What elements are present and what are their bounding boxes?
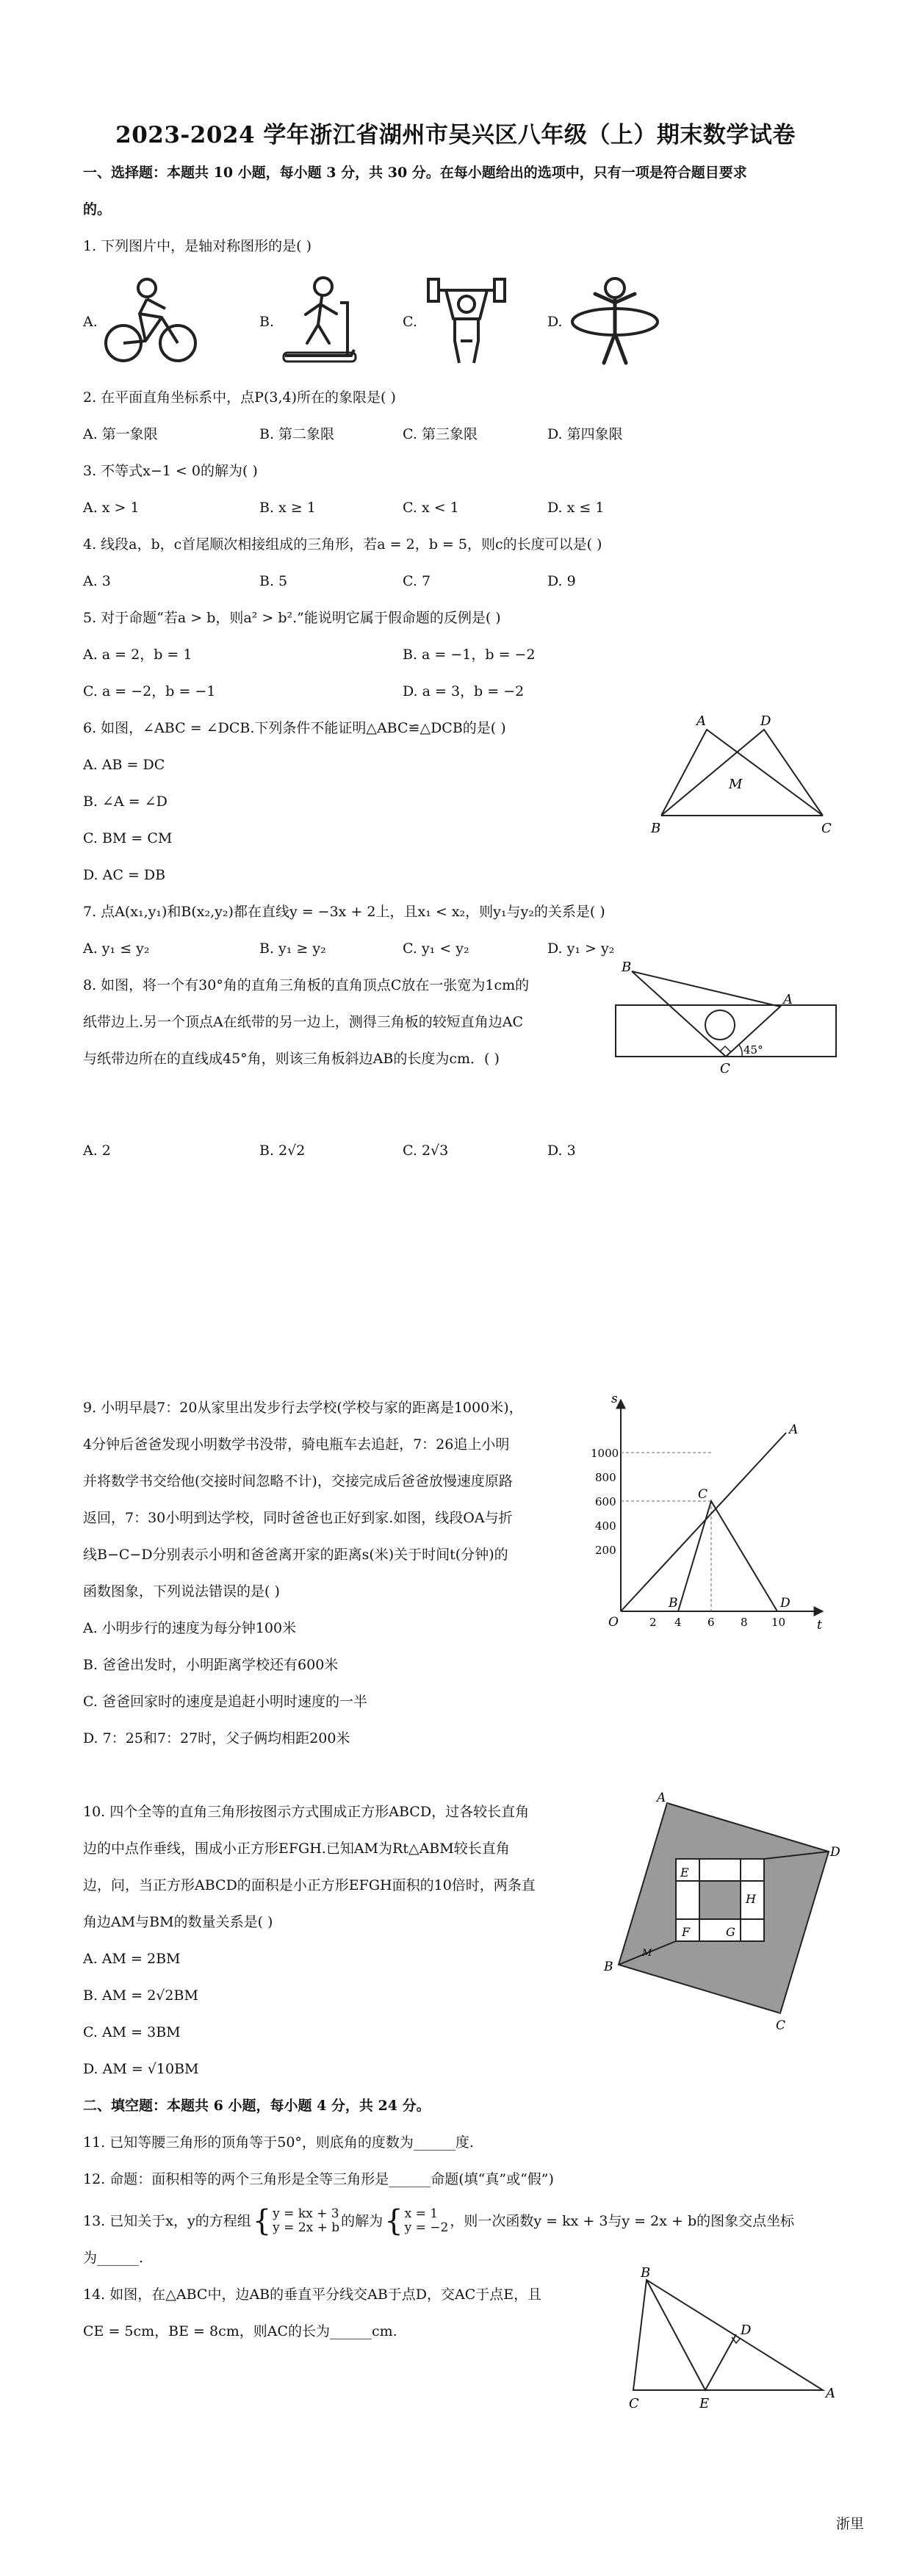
q6-option-c: C. BM = CM	[83, 830, 173, 846]
cyclist-icon	[103, 273, 198, 369]
page-footer: 浙里	[835, 2516, 864, 2532]
label-a: A	[657, 1791, 666, 1805]
label-m: M	[642, 1948, 652, 1959]
q9-line-4: 返回，7：30小明到达学校，同时爸爸也正好到家.如图，线段OA与折	[83, 1510, 513, 1526]
x-tick-4: 4	[674, 1616, 682, 1629]
q9-distance-time-graph	[588, 1392, 830, 1635]
q1-option-d: D.	[547, 314, 563, 330]
q13-system1-row2: y = 2x + b	[273, 2220, 340, 2235]
q9-option-c: C. 爸爸回家时的速度是追赶小明时速度的一半	[83, 1694, 367, 1710]
q10-line-4: 角边AM与BM的数量关系是( )	[83, 1914, 273, 1930]
q6-option-d: D. AC = DB	[83, 867, 166, 883]
q9-line-5: 线B−C−D分别表示小明和爸爸离开家的距离s(米)关于时间t(分钟)的	[83, 1547, 508, 1563]
q7-option-c: C. y₁ < y₂	[403, 940, 469, 957]
q8-option-a: A. 2	[83, 1143, 111, 1159]
q13-system1-row1: y = kx + 3	[273, 2206, 339, 2221]
q11-text: 11. 已知等腰三角形的顶角等于50°，则底角的度数为______度.	[83, 2134, 474, 2151]
label-h: H	[746, 1892, 756, 1906]
q1-stem: 1. 下列图片中，是轴对称图形的是( )	[83, 238, 312, 254]
y-axis-label: s	[611, 1392, 618, 1406]
label-a: A	[783, 992, 793, 1007]
label-b: B	[651, 821, 661, 836]
label-e: E	[680, 1866, 689, 1879]
point-b-label: B	[669, 1596, 678, 1611]
y-tick-600: 600	[595, 1495, 616, 1508]
exam-title: 2023-2024 学年浙江省湖州市吴兴区八年级（上）期末数学试卷	[115, 122, 796, 148]
label-c: C	[629, 2396, 639, 2411]
q13-line-2: 为______.	[83, 2250, 144, 2266]
q3-option-d: D. x ≤ 1	[547, 500, 605, 516]
q10-square-figure	[595, 1793, 838, 2035]
label-f: F	[682, 1925, 691, 1939]
q8-paper-strip-figure	[610, 955, 845, 1087]
section1-heading-cont: 的。	[83, 201, 112, 217]
q10-line-1: 10. 四个全等的直角三角形按图示方式围成正方形ABCD，过各较长直角	[83, 1804, 530, 1820]
q7-option-a: A. y₁ ≤ y₂	[83, 940, 150, 957]
point-c-label: C	[698, 1487, 708, 1502]
q2-stem: 2. 在平面直角坐标系中，点P(3,4)所在的象限是( )	[83, 389, 396, 406]
label-c: C	[821, 821, 832, 836]
q13-system2-row1: x = 1	[404, 2206, 439, 2221]
q8-line-1: 8. 如图，将一个有30°角的直角三角板的直角顶点C放在一张宽为1cm的	[83, 977, 530, 993]
q8-option-c: C. 2√3	[403, 1143, 449, 1159]
left-brace: {	[384, 2204, 403, 2238]
q4-option-c: C. 7	[403, 573, 431, 589]
q10-line-3: 边，问，当正方形ABCD的面积是小正方形EFGH面积的10倍时，两条直	[83, 1877, 536, 1893]
origin-label: O	[608, 1615, 619, 1630]
label-b: B	[622, 960, 632, 975]
q2-option-a: A. 第一象限	[83, 426, 158, 442]
treadmill-runner-icon	[278, 273, 366, 369]
q9-option-a: A. 小明步行的速度为每分钟100米	[83, 1620, 297, 1636]
q9-line-2: 4分钟后爸爸发现小明数学书没带，骑电瓶车去追赶，7：26追上小明	[83, 1436, 510, 1453]
label-e: E	[699, 2396, 710, 2411]
q5-option-a: A. a = 2，b = 1	[83, 647, 192, 663]
q8-option-d: D. 3	[547, 1143, 576, 1159]
q13-system-2	[384, 2206, 448, 2236]
q13-system2-row2: y = −2	[404, 2220, 449, 2235]
x-axis-label: t	[817, 1618, 822, 1633]
label-c: C	[776, 2018, 786, 2033]
q6-option-b: B. ∠A = ∠D	[83, 794, 168, 810]
label-a: A	[826, 2386, 835, 2401]
q9-line-3: 并将数学书交给他(交接时间忽略不计)，交接完成后爸爸放慢速度原路	[83, 1473, 513, 1489]
y-tick-800: 800	[595, 1471, 616, 1484]
q10-option-a: A. AM = 2BM	[83, 1951, 181, 1967]
label-b: B	[604, 1960, 613, 1974]
label-d: D	[741, 2323, 752, 2338]
q8-option-b: B. 2√2	[259, 1143, 306, 1159]
hula-hoop-icon	[567, 273, 663, 369]
section1-heading: 一、选择题：本题共 10 小题，每小题 3 分，共 30 分。在每小题给出的选项中，只有一项是符合题目要求	[83, 165, 747, 181]
q14-line-2: CE = 5cm，BE = 8cm，则AC的长为______cm.	[83, 2323, 397, 2339]
q1-option-a: A.	[83, 314, 98, 330]
q2-option-d: D. 第四象限	[547, 426, 623, 442]
q6-option-a: A. AB = DC	[83, 757, 165, 773]
q3-option-c: C. x < 1	[403, 500, 459, 516]
q5-option-b: B. a = −1，b = −2	[403, 647, 536, 663]
q7-stem: 7. 点A(x₁,y₁)和B(x₂,y₂)都在直线y = −3x + 2上，且x₁ < x₂，则y₁与y₂的关系是( )	[83, 904, 605, 920]
q10-option-c: C. AM = 3BM	[83, 2024, 181, 2040]
left-brace: {	[252, 2204, 272, 2238]
x-tick-10: 10	[771, 1616, 786, 1629]
q13-suffix: ，则一次函数y = kx + 3与y = 2x + b的图象交点坐标	[450, 2213, 795, 2229]
q10-option-d: D. AM = √10BM	[83, 2061, 199, 2077]
q10-option-b: B. AM = 2√2BM	[83, 1987, 198, 2004]
x-tick-6: 6	[707, 1616, 715, 1629]
q3-option-b: B. x ≥ 1	[259, 500, 316, 516]
q6-stem: 6. 如图，∠ABC = ∠DCB.下列条件不能证明△ABC≌△DCB的是( )	[83, 720, 506, 736]
section2-heading: 二、填空题：本题共 6 小题，每小题 4 分，共 24 分。	[83, 2098, 431, 2114]
label-d: D	[830, 1845, 840, 1860]
q13-prefix: 13. 已知关于x，y的方程组	[83, 2213, 251, 2229]
q5-option-c: C. a = −2，b = −1	[83, 683, 216, 699]
q13-middle: 的解为	[341, 2213, 384, 2229]
y-tick-400: 400	[595, 1519, 616, 1533]
q6-triangle-figure	[639, 709, 845, 834]
weightlifter-icon	[422, 273, 511, 369]
x-tick-8: 8	[741, 1616, 748, 1629]
label-b: B	[641, 2265, 651, 2281]
q4-stem: 4. 线段a，b，c首尾顺次相接组成的三角形，若a = 2，b = 5，则c的长度可以是( )	[83, 536, 602, 553]
q5-stem: 5. 对于命题“若a > b，则a² > b².”能说明它属于假命题的反例是( )	[83, 610, 501, 626]
q7-option-d: D. y₁ > y₂	[547, 940, 615, 957]
q8-line-3: 与纸带边所在的直线成45°角，则该三角板斜边AB的长度为cm．( )	[83, 1051, 500, 1067]
q3-stem: 3. 不等式x−1 < 0的解为( )	[83, 463, 258, 479]
q3-option-a: A. x > 1	[83, 500, 140, 516]
x-tick-2: 2	[649, 1616, 657, 1629]
q4-option-b: B. 5	[259, 573, 288, 589]
label-d: D	[760, 713, 771, 729]
q13-line-1	[83, 2206, 794, 2236]
q9-line-6: 函数图象，下列说法错误的是( )	[83, 1583, 280, 1600]
q14-line-1: 14. 如图，在△ABC中，边AB的垂直平分线交AB于点D，交AC于点E，且	[83, 2287, 542, 2303]
label-c: C	[720, 1061, 730, 1076]
q4-option-d: D. 9	[547, 573, 576, 589]
q8-line-2: 纸带边上.另一个顶点A在纸带的另一边上，测得三角板的较短直角边AC	[83, 1014, 524, 1030]
y-tick-1000: 1000	[591, 1447, 619, 1460]
q1-option-b: B.	[259, 314, 275, 330]
q2-option-b: B. 第二象限	[259, 426, 335, 442]
y-tick-200: 200	[595, 1544, 616, 1557]
q4-option-a: A. 3	[83, 573, 111, 589]
q13-system-1	[253, 2206, 339, 2236]
q9-option-b: B. 爸爸出发时，小明距离学校还有600米	[83, 1657, 339, 1673]
point-d-label: D	[780, 1596, 791, 1611]
q9-option-d: D. 7：25和7：27时，父子俩均相距200米	[83, 1730, 350, 1746]
q2-option-c: C. 第三象限	[403, 426, 478, 442]
q9-line-1: 9. 小明早晨7：20从家里出发步行去学校(学校与家的距离是1000米)，	[83, 1400, 523, 1416]
label-g: G	[726, 1925, 735, 1939]
q5-option-d: D. a = 3，b = −2	[403, 683, 525, 699]
q7-option-b: B. y₁ ≥ y₂	[259, 940, 326, 957]
label-45-degree: 45°	[743, 1043, 763, 1057]
point-a-label: A	[789, 1422, 799, 1437]
q12-text: 12. 命题：面积相等的两个三角形是全等三角形是______命题(填“真”或“假”)	[83, 2171, 554, 2187]
q1-option-c: C.	[403, 314, 417, 330]
label-a: A	[696, 713, 706, 729]
q14-triangle-figure	[624, 2267, 838, 2414]
label-m: M	[729, 777, 743, 792]
q10-line-2: 边的中点作垂线，围成小正方形EFGH.已知AM为Rt△ABM较长直角	[83, 1841, 510, 1857]
